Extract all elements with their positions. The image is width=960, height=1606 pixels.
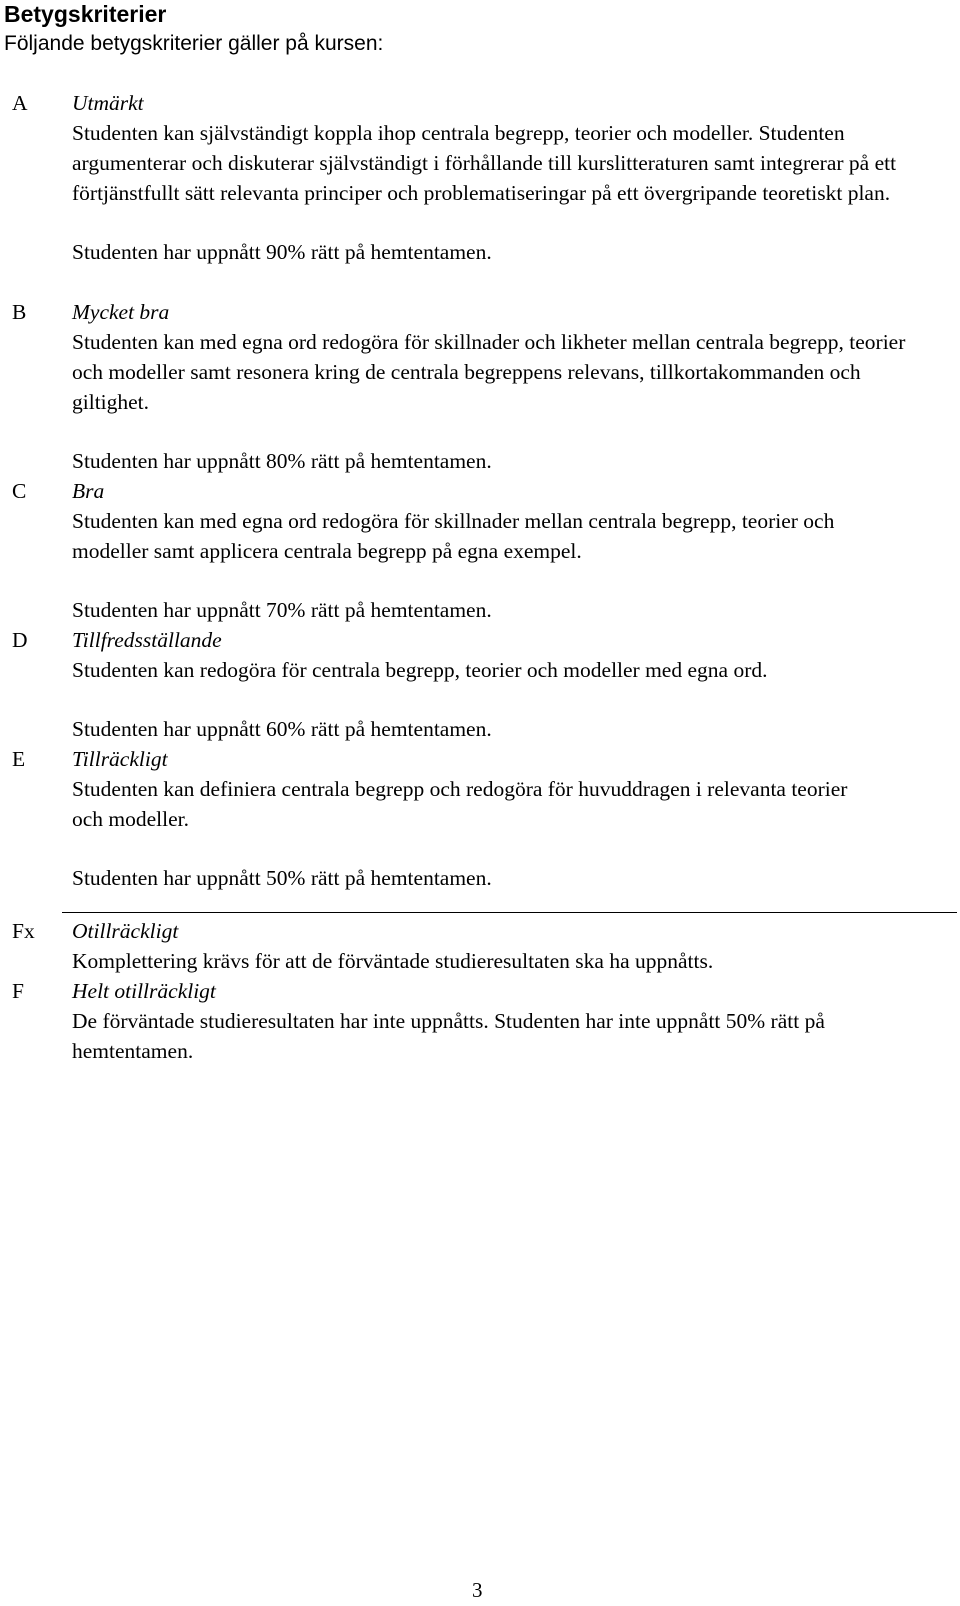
grade-requirement: Studenten har uppnått 50% rätt på hemtentamen. [72,866,492,890]
grade-content [72,88,942,267]
grade-content [72,625,952,744]
grade-content [72,476,892,625]
grade-description: Studenten kan med egna ord redogöra för skillnader mellan centrala begrepp, teorier och modeller samt applicera centrala begrepp på egna exempel. [72,509,835,563]
grade-title: Mycket bra [72,300,170,324]
grade-content [72,916,952,976]
grade-description: De förväntade studieresultaten har inte uppnåtts. Studenten har inte uppnått 50% rätt på hemtentamen. [72,1009,825,1063]
grade-letter: B [12,300,27,324]
grade-title: Tillräckligt [72,747,168,771]
grade-title: Helt otillräckligt [72,979,216,1003]
grade-title: Tillfredsställande [72,628,222,652]
grade-requirement: Studenten har uppnått 90% rätt på hemtentamen. [72,240,492,264]
grade-requirement: Studenten har uppnått 70% rätt på hemtentamen. [72,598,492,622]
grade-description: Studenten kan redogöra för centrala begrepp, teorier och modeller med egna ord. [72,658,768,682]
grade-letter: A [12,91,28,115]
intro-text: Följande betygskriterier gäller på kursen: [4,32,384,55]
grade-title: Otillräckligt [72,919,179,943]
page-number: 3 [472,1578,483,1602]
grade-requirement: Studenten har uppnått 80% rätt på hemtentamen. [72,449,492,473]
grade-content [72,976,922,1066]
grade-content [72,297,922,476]
grade-title: Utmärkt [72,91,144,115]
grade-description: Studenten kan definiera centrala begrepp och redogöra för huvuddragen i relevanta teorier och modeller. [72,777,848,831]
grade-letter: D [12,628,28,652]
grade-letter: Fx [12,919,35,943]
grade-title: Bra [72,479,105,503]
grade-content [72,744,872,893]
grade-description: Studenten kan med egna ord redogöra för skillnader och likheter mellan centrala begrepp, teorier och modeller samt resonera kring de centrala begreppens relevans, tillkortakommanden och giltighet. [72,330,906,414]
grade-description: Studenten kan självständigt koppla ihop centrala begrepp, teorier och modeller. Studenten argumenterar och diskuterar självständigt i förhållande till kurslitteraturen samt integrerar på ett förtjänstfullt sätt relevanta principer och problematiseringar på ett övergripande teoretiskt plan. [72,121,897,205]
grade-description: Komplettering krävs för att de förväntade studieresultaten ska ha uppnåtts. [72,949,714,973]
grade-letter: C [12,479,27,503]
grade-requirement: Studenten har uppnått 60% rätt på hemtentamen. [72,717,492,741]
grade-letter: F [12,979,24,1003]
grade-letter: E [12,747,26,771]
page-title: Betygskriterier [4,1,167,27]
separator-line [62,912,957,913]
